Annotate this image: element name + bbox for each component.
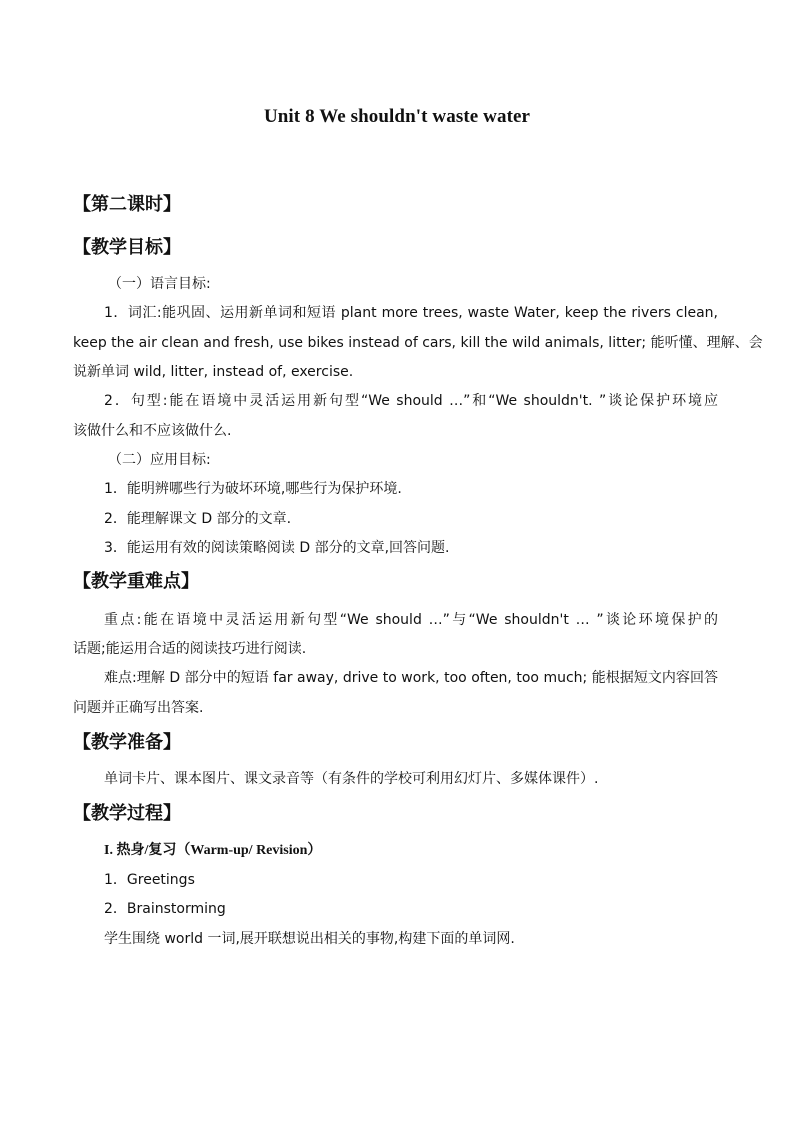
process-section-1: I. 热身/复习（Warm-up/ Revision） [104,843,322,858]
process-heading: 【教学过程】 [73,803,181,824]
focus-line-2: 话题;能运用合适的阅读技巧进行阅读. [73,641,307,657]
preparation-heading: 【教学准备】 [73,732,181,753]
objectives-heading: 【教学目标】 [73,237,181,258]
difficulty-line-1: 难点:理解 D 部分中的短语 far away, drive to work, too often, too much; 能根据短文内容回答 [104,670,718,686]
application-goals-label: （二）应用目标: [108,452,211,468]
lesson-heading: 【第二课时】 [73,194,181,215]
vocab-line-1: 1．词汇:能巩固、运用新单词和短语 plant more trees, waste Water, keep the rivers clean, [104,305,718,321]
process-step-1: 1．Greetings [104,872,195,888]
vocab-line-3: 说新单词 wild, litter, instead of, exercise. [73,364,354,380]
document-title: Unit 8 We shouldn't waste water [263,106,531,127]
focus-line-1: 重点:能在语境中灵活运用新句型“We should …”与“We shouldn't … ”谈论环境保护的 [104,612,718,628]
process-instruction: 学生围绕 world 一词,展开联想说出相关的事物,构建下面的单词网. [104,931,515,947]
language-goals-label: （一）语言目标: [108,276,211,292]
application-item-2: 2．能理解课文 D 部分的文章. [104,511,292,527]
difficulty-line-2: 问题并正确写出答案. [73,700,204,716]
vocab-line-2: keep the air clean and fresh, use bikes instead of cars, kill the wild animals, litter; 能听懂、理解、会 [73,335,763,351]
sentence-line-1: 2．句型:能在语境中灵活运用新句型“We should …”和“We shouldn't. ”谈论保护环境应 [104,393,718,409]
application-item-1: 1．能明辨哪些行为破坏环境,哪些行为保护环境. [104,481,402,497]
key-points-heading: 【教学重难点】 [73,571,199,592]
process-step-2: 2．Brainstorming [104,901,226,917]
application-item-3: 3．能运用有效的阅读策略阅读 D 部分的文章,回答问题. [104,540,450,556]
preparation-text: 单词卡片、课本图片、课文录音等（有条件的学校可利用幻灯片、多媒体课件）. [104,771,599,787]
sentence-line-2: 该做什么和不应该做什么. [73,423,232,439]
